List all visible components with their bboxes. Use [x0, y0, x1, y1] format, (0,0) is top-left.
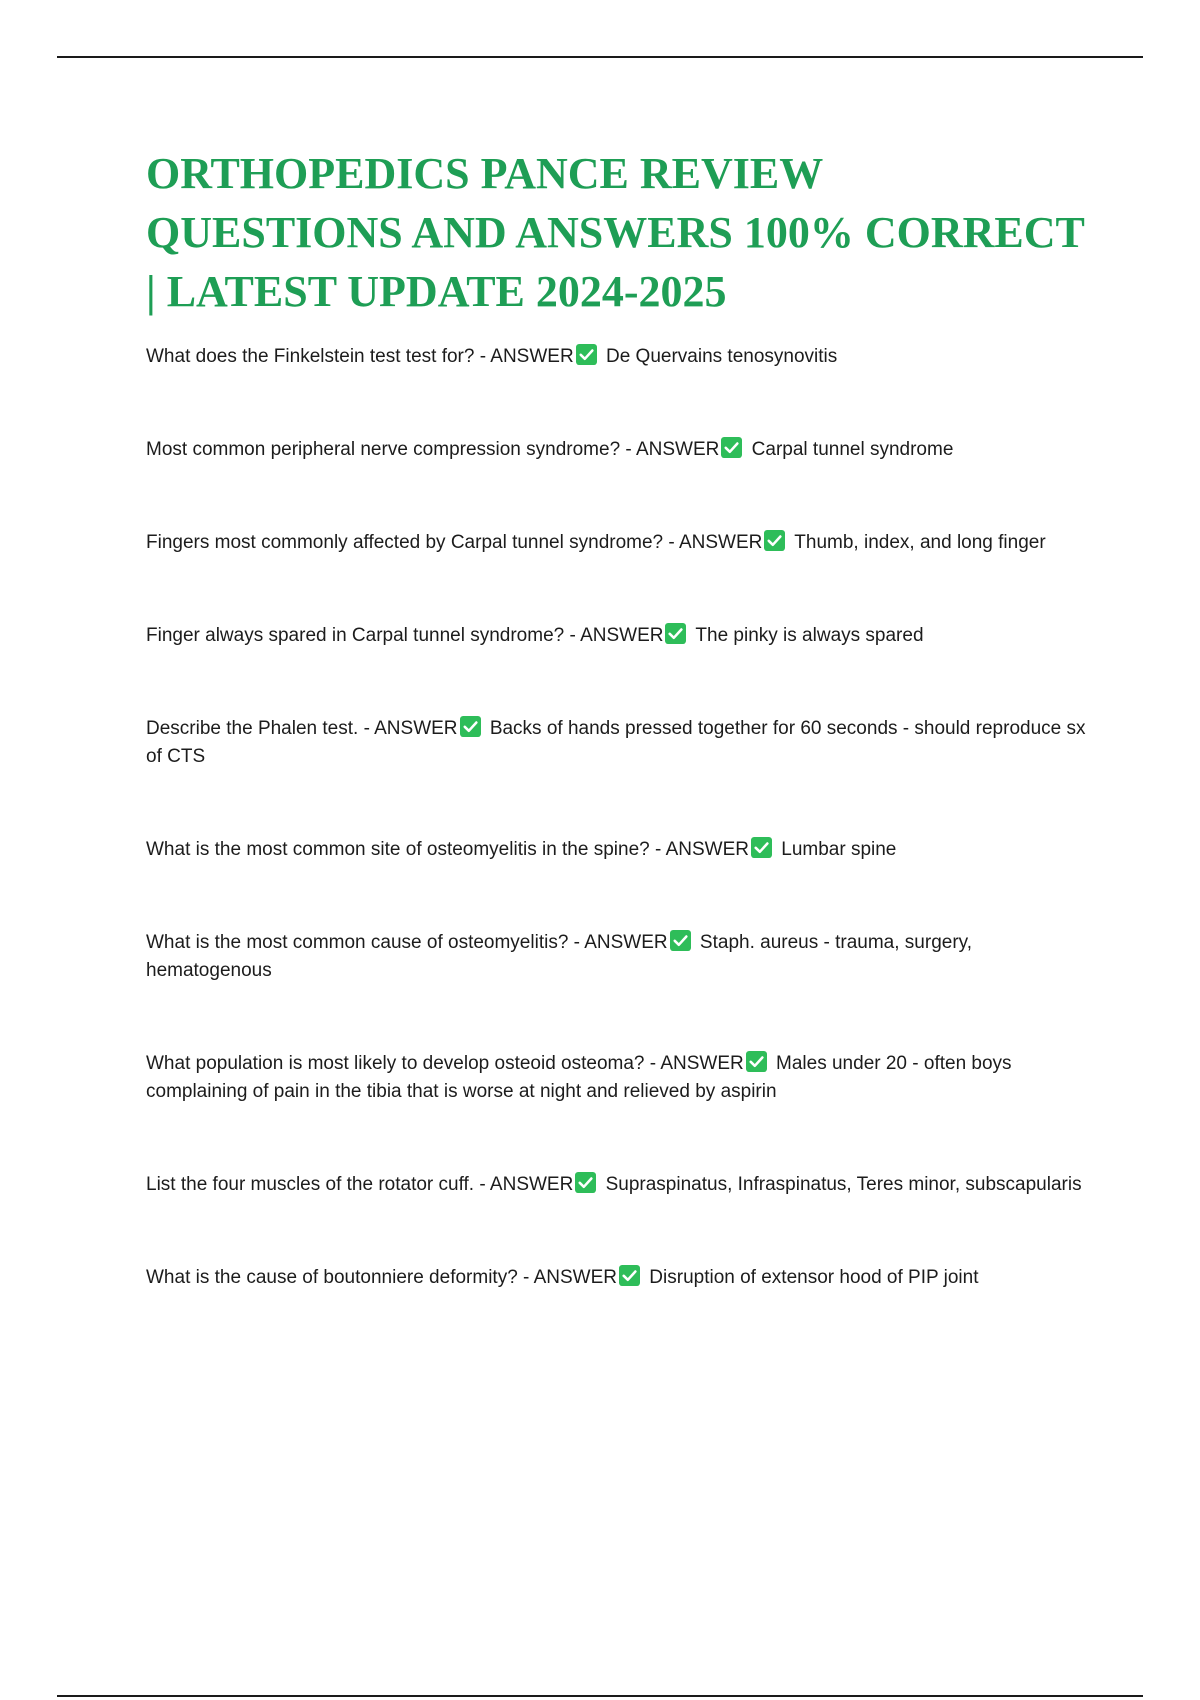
answer-marker: ANSWER — [489, 1174, 574, 1195]
question-text: Fingers most commonly affected by Carpal tunnel syndrome? - — [146, 532, 679, 553]
check-icon — [460, 716, 481, 737]
qa-item — [146, 529, 1086, 557]
question-text: What is the most common cause of osteomyelitis? - — [146, 932, 585, 953]
answer-marker: ANSWER — [678, 532, 763, 553]
answer-text: Staph. aureus - trauma, surgery, hematogenous — [146, 932, 973, 981]
check-icon — [751, 837, 772, 858]
document-body — [146, 144, 1086, 1357]
question-text: Describe the Phalen test. - — [146, 718, 375, 739]
answer-text: Backs of hands pressed together for 60 seconds - should reproduce sx of CTS — [146, 718, 1086, 767]
check-icon — [721, 437, 742, 458]
check-icon — [619, 1265, 640, 1286]
answer-marker: ANSWER — [660, 1053, 744, 1074]
answer-marker: ANSWER — [490, 346, 574, 367]
check-icon — [575, 1172, 596, 1193]
answer-text: Carpal tunnel syndrome — [751, 439, 954, 460]
top-rule — [57, 56, 1143, 58]
qa-item — [146, 929, 1086, 985]
question-text: List the four muscles of the rotator cuff. - — [146, 1174, 490, 1195]
answer-marker: ANSWER — [533, 1267, 618, 1288]
answer-text: Lumbar spine — [781, 839, 897, 860]
answer-marker: ANSWER — [580, 625, 664, 646]
document-title: ORTHOPEDICS PANCE REVIEW QUESTIONS AND ANSWERS 100% CORRECT | LATEST UPDATE 2024-2025 — [146, 149, 1085, 316]
answer-text: Males under 20 - often boys complaining of pain in the tibia that is worse at night and relieved by aspirin — [146, 1053, 1012, 1102]
answer-marker: ANSWER — [665, 839, 749, 860]
check-icon — [764, 530, 785, 551]
answer-marker: ANSWER — [374, 718, 458, 739]
answer-marker: ANSWER — [584, 932, 668, 953]
qa-item — [146, 715, 1086, 771]
answer-text: Disruption of extensor hood of PIP joint — [649, 1267, 979, 1288]
answer-marker: ANSWER — [635, 439, 720, 460]
question-text: Most common peripheral nerve compression syndrome? - — [146, 439, 636, 460]
question-text: What does the Finkelstein test test for? - — [146, 346, 491, 367]
bottom-rule — [57, 1695, 1143, 1697]
qa-item — [146, 1050, 1086, 1106]
qa-list — [146, 343, 1086, 1292]
answer-text: De Quervains tenosynovitis — [605, 346, 838, 367]
question-text: What is the most common site of osteomyelitis in the spine? - — [146, 839, 666, 860]
qa-item — [146, 622, 1086, 650]
check-icon — [576, 344, 597, 365]
check-icon — [670, 930, 691, 951]
answer-text: The pinky is always spared — [695, 625, 924, 646]
answer-text: Supraspinatus, Infraspinatus, Teres minor, subscapularis — [605, 1174, 1082, 1195]
question-text: What population is most likely to develop osteoid osteoma? - — [146, 1053, 661, 1074]
check-icon — [665, 623, 686, 644]
question-text: What is the cause of boutonniere deformity? - — [146, 1267, 534, 1288]
answer-text: Thumb, index, and long finger — [794, 532, 1046, 553]
qa-item — [146, 343, 1086, 371]
qa-item — [146, 1264, 1086, 1292]
qa-item — [146, 1171, 1086, 1199]
question-text: Finger always spared in Carpal tunnel syndrome? - — [146, 625, 581, 646]
qa-item — [146, 836, 1086, 864]
qa-item — [146, 436, 1086, 464]
check-icon — [746, 1051, 767, 1072]
